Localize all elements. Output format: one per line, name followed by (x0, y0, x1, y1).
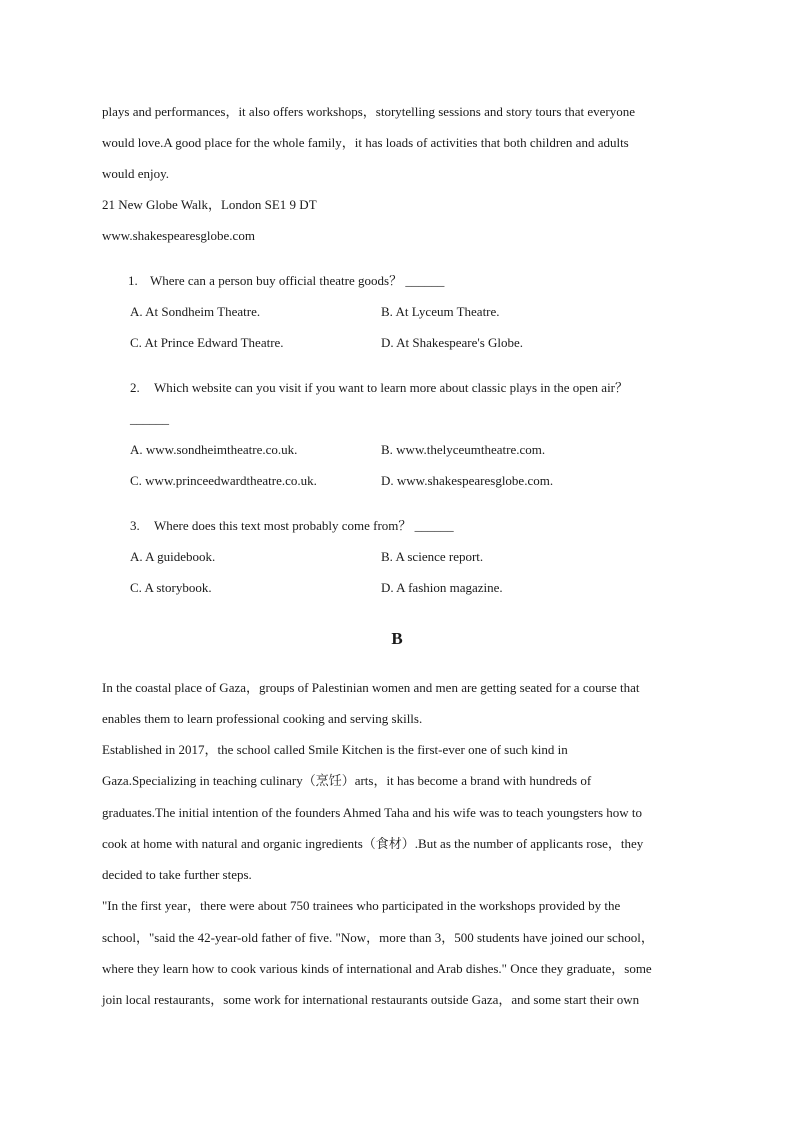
option-a: A. A guidebook. (130, 549, 216, 564)
passage-line: graduates.The initial intention of the founders Ahmed Taha and his wife was to teach youngsters how to (102, 805, 643, 820)
section-heading: B (391, 629, 403, 648)
passage-line: where they learn how to cook various kinds of international and Arab dishes." Once they graduate，some (102, 961, 652, 976)
option-d: D. A fashion magazine. (381, 580, 503, 595)
question-text: Where can a person buy official theatre goods？ ______ (150, 273, 445, 288)
passage-line: decided to take further steps. (102, 867, 252, 882)
option-a: A. At Sondheim Theatre. (130, 304, 261, 319)
passage-line: enables them to learn professional cooking and serving skills. (102, 711, 423, 726)
passage-line: plays and performances，it also offers workshops，storytelling sessions and story tours that everyone (102, 104, 636, 119)
passage-line: Established in 2017，the school called Smile Kitchen is the first-ever one of such kind in (102, 742, 568, 757)
option-a: A. www.sondheimtheatre.co.uk. (130, 442, 298, 457)
address-line: 21 New Globe Walk，London SE1 9 DT (102, 197, 317, 212)
option-b: B. A science report. (381, 549, 484, 564)
passage-line: Gaza.Specializing in teaching culinary（烹饪）arts，it has become a brand with hundreds of (102, 773, 592, 788)
website-line: www.shakespearesglobe.com (102, 228, 255, 243)
option-d: D. www.shakespearesglobe.com. (381, 473, 554, 488)
option-b: B. At Lyceum Theatre. (381, 304, 500, 319)
question-text: Where does this text most probably come from？ ______ (154, 518, 454, 533)
passage-line: join local restaurants，some work for international restaurants outside Gaza，and some start their own (102, 992, 640, 1007)
passage-line: school，"said the 42-year-old father of five. "Now，more than 3，500 students have joined our school， (102, 930, 654, 945)
answer-blank: ______ (130, 411, 169, 426)
option-d: D. At Shakespeare's Globe. (381, 335, 524, 350)
passage-line: would enjoy. (102, 166, 170, 181)
question-number: 2. (130, 380, 140, 395)
passage-line: would love.A good place for the whole family，it has loads of activities that both children and adults (102, 135, 629, 150)
question-number: 1. (128, 273, 138, 288)
question-text: Which website can you visit if you want to learn more about classic plays in the open air？ (154, 380, 629, 395)
option-c: C. www.princeedwardtheatre.co.uk. (130, 473, 317, 488)
passage-line: cook at home with natural and organic ingredients（食材）.But as the number of applicants rose，they (102, 836, 644, 851)
option-c: C. A storybook. (130, 580, 212, 595)
passage-line: "In the first year，there were about 750 trainees who participated in the workshops provided by the (102, 898, 621, 913)
option-b: B. www.thelyceumtheatre.com. (381, 442, 546, 457)
passage-line: In the coastal place of Gaza，groups of Palestinian women and men are getting seated for a course that (102, 680, 640, 695)
question-number: 3. (130, 518, 140, 533)
option-c: C. At Prince Edward Theatre. (130, 335, 284, 350)
